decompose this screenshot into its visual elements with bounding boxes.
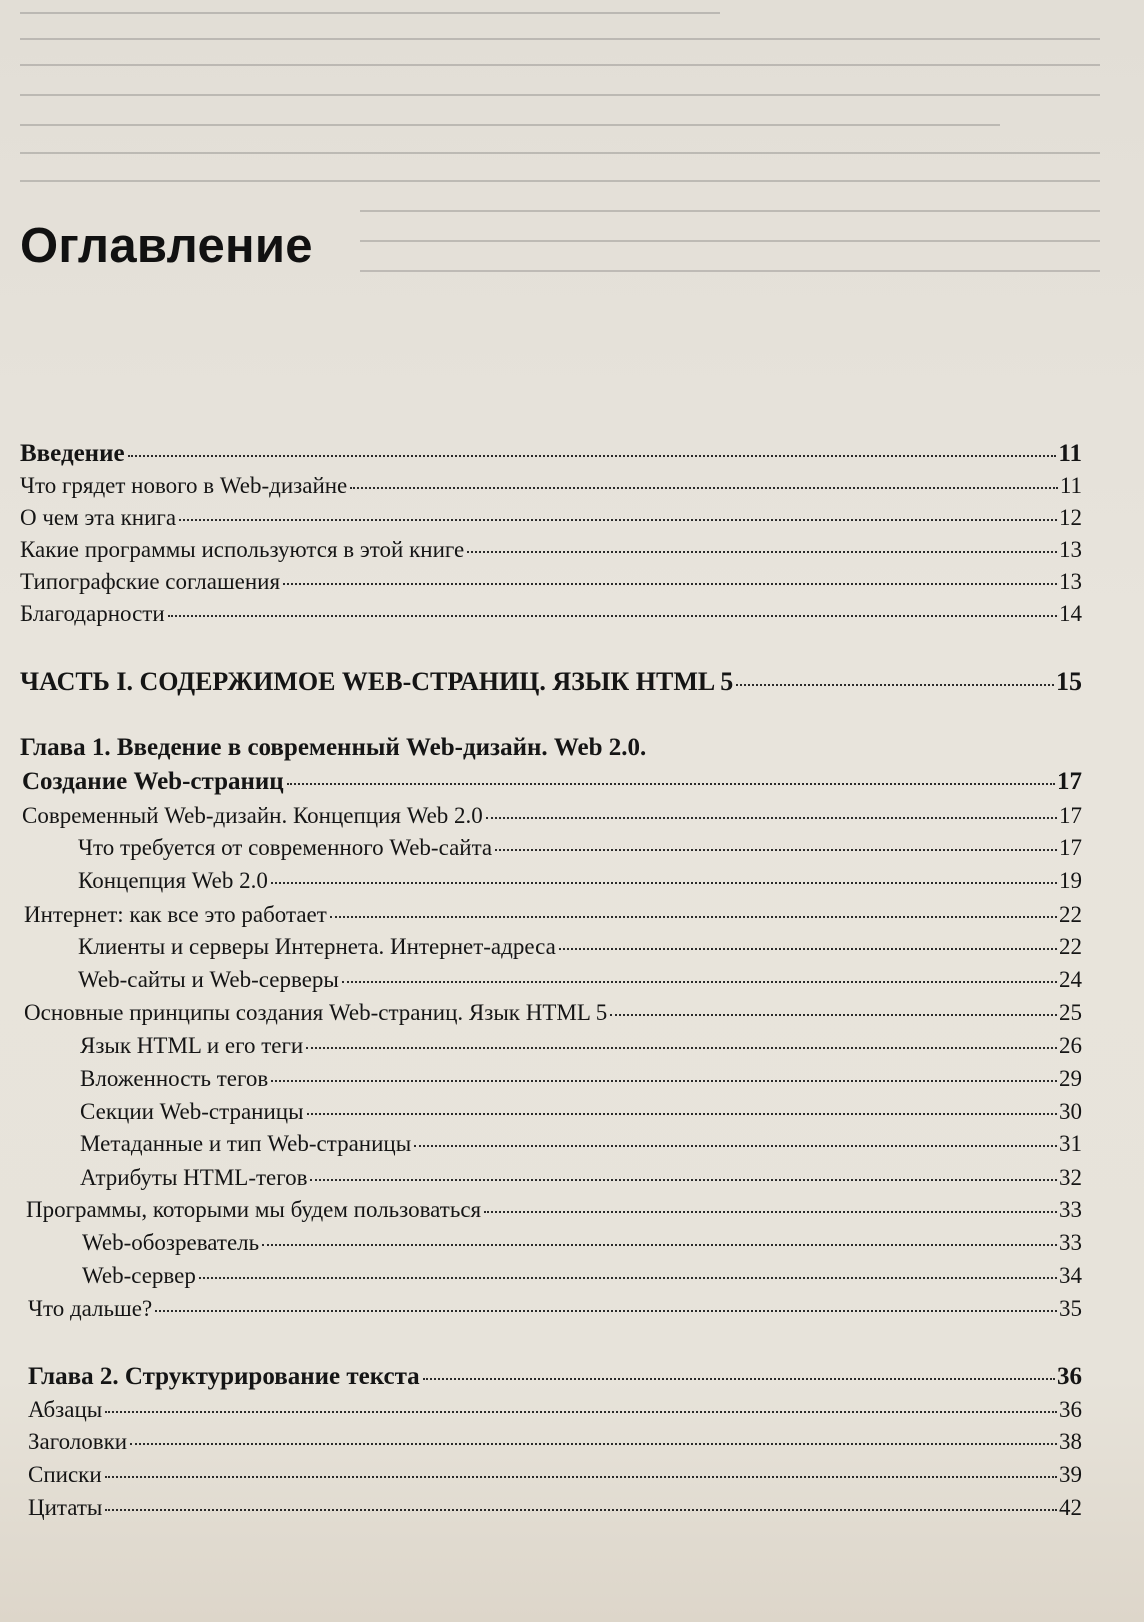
toc-entry-label: Web-сервер	[82, 1263, 196, 1288]
toc-page-number: 42	[1059, 1495, 1082, 1520]
toc-entry-label: Какие программы используются в этой книге	[20, 537, 465, 562]
dot-leader	[130, 1443, 1057, 1445]
toc-page-number: 34	[1059, 1263, 1082, 1288]
toc-page-number: 36	[1059, 1397, 1082, 1422]
dot-leader	[342, 981, 1057, 983]
toc-entry-label: Абзацы	[28, 1397, 103, 1422]
toc-entry-label: Секции Web-страницы	[80, 1099, 304, 1124]
toc-page-number: 39	[1059, 1462, 1082, 1487]
toc-entry-label: Типографские соглашения	[20, 569, 281, 594]
dot-leader	[306, 1047, 1057, 1049]
toc-subentry	[78, 968, 1082, 991]
toc-page-number: 38	[1059, 1429, 1082, 1454]
toc-page-number: 15	[1056, 667, 1082, 696]
toc-page-number: 35	[1059, 1296, 1082, 1321]
toc-page-number: 33	[1059, 1230, 1082, 1255]
toc-page-number: 11	[1059, 473, 1082, 498]
toc-entry-label: ЧАСТЬ I. СОДЕРЖИМОЕ WEB-СТРАНИЦ. ЯЗЫК HTML 5	[20, 667, 734, 696]
toc-entry	[24, 1001, 1082, 1024]
toc-subentry	[80, 1132, 1082, 1155]
toc-page-number: 22	[1059, 902, 1082, 927]
dot-leader	[105, 1509, 1057, 1511]
toc-entry-label: Язык HTML и его теги	[80, 1033, 304, 1058]
toc-entry-label: Благодарности	[20, 601, 165, 626]
toc-entry	[28, 1496, 1082, 1519]
dot-leader	[105, 1411, 1057, 1413]
toc-subentry	[80, 1067, 1082, 1090]
toc-entry	[28, 1430, 1082, 1453]
dot-leader	[610, 1014, 1057, 1016]
toc-entry	[28, 1463, 1082, 1486]
dot-leader	[414, 1145, 1057, 1147]
dot-leader	[350, 487, 1058, 489]
toc-entry-label: Создание Web-страниц	[22, 768, 284, 795]
toc-entry-label: Современный Web-дизайн. Концепция Web 2.0	[22, 803, 483, 828]
toc-entry	[20, 506, 1082, 529]
toc-entry-label: Атрибуты HTML-тегов	[80, 1165, 308, 1190]
toc-chapter-heading	[28, 1364, 1082, 1389]
toc-entry-label: Концепция Web 2.0	[78, 868, 268, 893]
dot-leader	[467, 551, 1057, 553]
toc-page-number: 17	[1057, 768, 1082, 795]
toc-entry-introduction	[20, 441, 1082, 466]
toc-entry-label: Что требуется от современного Web-сайта	[78, 835, 493, 860]
dot-leader	[179, 519, 1057, 521]
toc-subentry	[82, 1264, 1082, 1287]
dot-leader	[559, 948, 1057, 950]
toc-entry-label: Цитаты	[28, 1495, 103, 1520]
dot-leader	[128, 455, 1057, 457]
toc-page-number: 17	[1059, 835, 1082, 860]
toc-page-number: 26	[1059, 1033, 1082, 1058]
toc-subentry	[80, 1100, 1082, 1123]
dot-leader	[495, 849, 1057, 851]
dot-leader	[287, 783, 1055, 785]
toc-entry	[20, 570, 1082, 593]
toc-entry-label: Интернет: как все это работает	[24, 902, 327, 927]
toc-page-number: 25	[1059, 1000, 1082, 1025]
dot-leader	[271, 882, 1057, 884]
toc-page-number: 17	[1059, 803, 1082, 828]
toc-entry-label: Списки	[28, 1462, 102, 1487]
toc-page-number: 12	[1059, 505, 1082, 530]
toc-page-number: 13	[1059, 537, 1082, 562]
toc-entry	[20, 602, 1082, 625]
toc-entry	[26, 1198, 1082, 1221]
toc-entry	[24, 903, 1082, 926]
toc-entry-label: Глава 1. Введение в современный Web-дизайн. Web 2.0.	[20, 734, 647, 761]
dot-leader	[283, 583, 1057, 585]
toc-entry	[20, 538, 1082, 561]
toc-page-number: 30	[1059, 1099, 1082, 1124]
toc-page-number: 31	[1059, 1131, 1082, 1156]
toc-entry	[22, 804, 1082, 827]
toc-entry	[28, 1297, 1082, 1320]
toc-entry-label: Клиенты и серверы Интернета. Интернет-адреса	[78, 934, 556, 959]
toc-page-number: 32	[1059, 1165, 1082, 1190]
toc-entry-label: Программы, которыми мы будем пользоваться	[26, 1197, 482, 1222]
dot-leader	[168, 615, 1057, 617]
toc-page-number: 14	[1059, 601, 1082, 626]
toc-page-number: 22	[1059, 934, 1082, 959]
toc-chapter-heading-line1	[20, 735, 1082, 760]
toc-entry-label: Глава 2. Структурирование текста	[28, 1363, 420, 1390]
toc-page-number: 11	[1058, 440, 1082, 467]
toc-subentry	[80, 1166, 1082, 1189]
page-title: Оглавление	[20, 219, 313, 273]
toc-entry-label: Заголовки	[28, 1429, 128, 1454]
dot-leader	[736, 684, 1054, 686]
toc-entry-label: Что дальше?	[28, 1296, 153, 1321]
dot-leader	[155, 1310, 1057, 1312]
dot-leader	[105, 1476, 1057, 1478]
toc-subentry	[82, 1231, 1082, 1254]
dot-leader	[262, 1244, 1057, 1246]
toc-page-number: 13	[1059, 569, 1082, 594]
toc-entry	[28, 1398, 1082, 1421]
toc-page-number: 33	[1059, 1197, 1082, 1222]
dot-leader	[271, 1080, 1057, 1082]
toc-page-number: 19	[1059, 868, 1082, 893]
dot-leader	[484, 1211, 1057, 1213]
dot-leader	[310, 1179, 1057, 1181]
toc-subentry	[78, 869, 1082, 892]
toc-page-number: 24	[1059, 967, 1082, 992]
dot-leader	[199, 1277, 1057, 1279]
toc-subentry	[78, 836, 1082, 859]
toc-page-number: 29	[1059, 1066, 1082, 1091]
toc-part-heading	[20, 669, 1082, 695]
toc-entry-label: Web-обозреватель	[82, 1230, 260, 1255]
toc-page-number: 36	[1057, 1363, 1082, 1390]
dot-leader	[330, 916, 1057, 918]
dot-leader	[486, 817, 1057, 819]
toc-chapter-heading-line2	[22, 769, 1082, 794]
dot-leader	[423, 1378, 1055, 1380]
toc-entry-label: Вложенность тегов	[80, 1066, 269, 1091]
toc-subentry	[78, 935, 1082, 958]
toc-entry-label: Метаданные и тип Web-страницы	[80, 1131, 412, 1156]
toc-subentry	[80, 1034, 1082, 1057]
toc-entry-label: Введение	[20, 440, 125, 467]
toc-entry-label: О чем эта книга	[20, 505, 177, 530]
toc-entry	[20, 474, 1082, 497]
toc-entry-label: Основные принципы создания Web-страниц. Язык HTML 5	[24, 1000, 608, 1025]
dot-leader	[307, 1113, 1057, 1115]
toc-entry-label: Что грядет нового в Web-дизайне	[20, 473, 348, 498]
toc-entry-label: Web-сайты и Web-серверы	[78, 967, 339, 992]
